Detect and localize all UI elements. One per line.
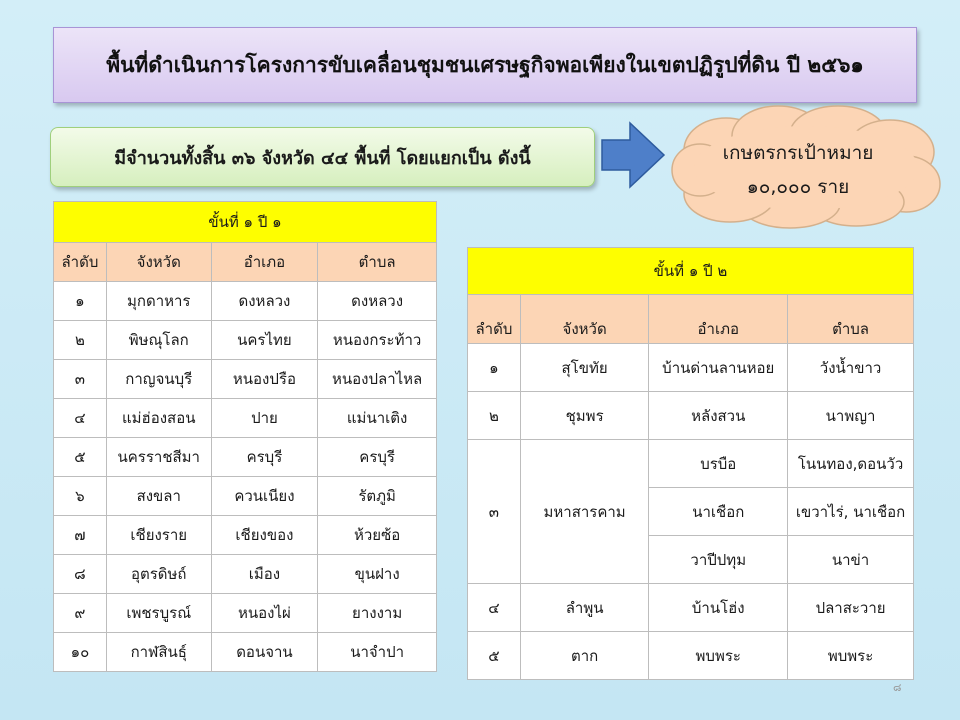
district-cell: นาเชือก xyxy=(649,488,788,536)
table-row xyxy=(54,516,437,555)
subdistrict-cell: พบพระ xyxy=(788,632,914,680)
table-row xyxy=(54,594,437,633)
table-row xyxy=(54,399,437,438)
province-cell: สงขลา xyxy=(106,477,211,516)
row-number: ๘ xyxy=(54,555,107,594)
row-number: ๖ xyxy=(54,477,107,516)
subdistrict-cell: ยางงาม xyxy=(318,594,437,633)
table-row xyxy=(54,633,437,672)
district-cell: เชียงของ xyxy=(211,516,318,555)
subdistrict-cell: นาพญา xyxy=(788,392,914,440)
province-cell: แม่ฮ่องสอน xyxy=(106,399,211,438)
summary-text: มีจำนวนทั้งสิ้น ๓๖ จังหวัด ๔๔ พื้นที่ โดยแยกเป็น ดังนี้ xyxy=(114,147,531,169)
table2-header-district: อำเภอ xyxy=(649,295,788,344)
subdistrict-cell: ครบุรี xyxy=(318,438,437,477)
table2-header-no: ลำดับ xyxy=(468,295,521,344)
province-cell: พิษณุโลก xyxy=(106,321,211,360)
table-row xyxy=(468,440,914,488)
table-row xyxy=(54,282,437,321)
table1-header-province: จังหวัด xyxy=(106,243,211,282)
province-cell: เชียงราย xyxy=(106,516,211,555)
row-number: ๒ xyxy=(54,321,107,360)
province-cell: ชุมพร xyxy=(520,392,649,440)
table-stage1-year2 xyxy=(467,247,914,680)
subdistrict-cell: โนนทอง,ดอนวัว xyxy=(788,440,914,488)
row-number: ๓ xyxy=(54,360,107,399)
district-cell: วาปีปทุม xyxy=(649,536,788,584)
table1-header-no: ลำดับ xyxy=(54,243,107,282)
table-row xyxy=(468,344,914,392)
subdistrict-cell: หนองปลาไหล xyxy=(318,360,437,399)
row-number: ๓ xyxy=(468,440,521,584)
table-row xyxy=(54,438,437,477)
cloud-line-1: เกษตรกรเป้าหมาย xyxy=(722,142,874,164)
page-number: ๘ xyxy=(893,681,902,694)
district-cell: ดอนจาน xyxy=(211,633,318,672)
district-cell: หนองปรือ xyxy=(211,360,318,399)
subdistrict-cell: ขุนฝาง xyxy=(318,555,437,594)
subdistrict-cell: รัตภูมิ xyxy=(318,477,437,516)
table2-title: ขั้นที่ ๑ ปี ๒ xyxy=(468,248,914,295)
table2-header-subdistrict: ตำบล xyxy=(788,295,914,344)
cloud-text xyxy=(676,136,920,204)
district-cell: เมือง xyxy=(211,555,318,594)
right-arrow-icon xyxy=(600,120,666,190)
subdistrict-cell: หนองกระท้าว xyxy=(318,321,437,360)
row-number: ๗ xyxy=(54,516,107,555)
row-number: ๑๐ xyxy=(54,633,107,672)
province-cell: มุกดาหาร xyxy=(106,282,211,321)
table-stage1-year1 xyxy=(53,201,437,672)
table-row xyxy=(468,392,914,440)
table1-header-subdistrict: ตำบล xyxy=(318,243,437,282)
table-row xyxy=(54,477,437,516)
slide-title-box xyxy=(53,27,917,103)
district-cell: ครบุรี xyxy=(211,438,318,477)
district-cell: พบพระ xyxy=(649,632,788,680)
table-row xyxy=(54,321,437,360)
district-cell: บ้านโฮ่ง xyxy=(649,584,788,632)
province-cell: กาฬสินธุ์ xyxy=(106,633,211,672)
subdistrict-cell: เขวาไร่, นาเชือก xyxy=(788,488,914,536)
district-cell: หนองไผ่ xyxy=(211,594,318,633)
district-cell: ควนเนียง xyxy=(211,477,318,516)
province-cell: ลำพูน xyxy=(520,584,649,632)
district-cell: บ้านด่านลานหอย xyxy=(649,344,788,392)
province-cell: สุโขทัย xyxy=(520,344,649,392)
district-cell: หลังสวน xyxy=(649,392,788,440)
slide-title: พื้นที่ดำเนินการโครงการขับเคลื่อนชุมชนเศรษฐกิจพอเพียงในเขตปฏิรูปที่ดิน ปี ๒๕๖๑ xyxy=(106,52,864,77)
row-number: ๕ xyxy=(468,632,521,680)
province-cell: มหาสารคาม xyxy=(520,440,649,584)
subdistrict-cell: นาจำปา xyxy=(318,633,437,672)
subdistrict-cell: วังน้ำขาว xyxy=(788,344,914,392)
row-number: ๔ xyxy=(468,584,521,632)
table2-header-province: จังหวัด xyxy=(520,295,649,344)
table-row xyxy=(468,584,914,632)
district-cell: บรบือ xyxy=(649,440,788,488)
subdistrict-cell: นาข่า xyxy=(788,536,914,584)
table1-title: ขั้นที่ ๑ ปี ๑ xyxy=(54,202,437,243)
district-cell: ดงหลวง xyxy=(211,282,318,321)
province-cell: กาญจนบุรี xyxy=(106,360,211,399)
province-cell: เพชรบูรณ์ xyxy=(106,594,211,633)
table-row xyxy=(54,555,437,594)
province-cell: อุตรดิษถ์ xyxy=(106,555,211,594)
province-cell: ตาก xyxy=(520,632,649,680)
table1-header-district: อำเภอ xyxy=(211,243,318,282)
subdistrict-cell: ห้วยซ้อ xyxy=(318,516,437,555)
row-number: ๑ xyxy=(54,282,107,321)
cloud-line-2: ๑๐,๐๐๐ ราย xyxy=(746,176,850,198)
subdistrict-cell: ดงหลวง xyxy=(318,282,437,321)
row-number: ๔ xyxy=(54,399,107,438)
subdistrict-cell: ปลาสะวาย xyxy=(788,584,914,632)
subdistrict-cell: แม่นาเติง xyxy=(318,399,437,438)
district-cell: นครไทย xyxy=(211,321,318,360)
row-number: ๙ xyxy=(54,594,107,633)
row-number: ๒ xyxy=(468,392,521,440)
table-row xyxy=(54,360,437,399)
summary-box xyxy=(50,127,595,187)
row-number: ๑ xyxy=(468,344,521,392)
province-cell: นครราชสีมา xyxy=(106,438,211,477)
district-cell: ปาย xyxy=(211,399,318,438)
row-number: ๕ xyxy=(54,438,107,477)
table-row xyxy=(468,632,914,680)
